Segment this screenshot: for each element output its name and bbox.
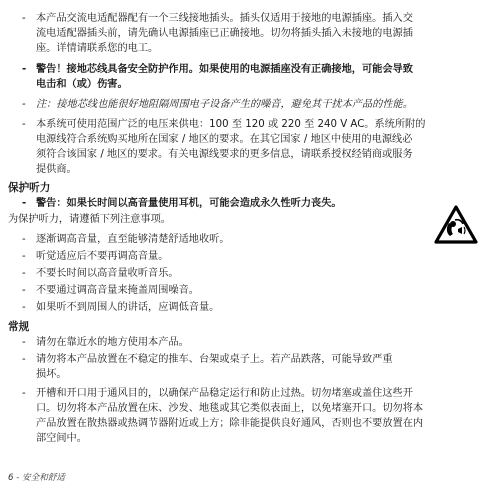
bullet: -: [22, 234, 26, 245]
text-line: 听觉适应后不要再调高音量。: [36, 251, 169, 262]
list-item: [22, 283, 484, 298]
text-line: 警告：如果长时间以高音量使用耳机，可能会造成永久性听力丧失。: [36, 198, 342, 209]
page-footer: 6 - 安全和舒适: [8, 473, 66, 483]
section-heading-general: 常规: [8, 321, 30, 333]
list-item: [22, 335, 484, 350]
text-line: 须符合该国家 / 地区的要求。有关电源线要求的更多信息，请联系授权经销商或服务: [36, 149, 413, 160]
section-heading-hearing: 保护听力: [8, 182, 51, 194]
bullet: -: [22, 198, 27, 209]
text-line: 产品放置在散热器或热调节器附近或上方；除非能提供良好通风，否则也不要放置在内: [36, 418, 424, 429]
text-line: 开槽和开口用于通风目的，以确保产品稳定运行和防止过热。切勿堵塞或盖住这些开: [36, 388, 413, 399]
text-line: 请勿将本产品放置在不稳定的推车、台架或桌子上。若产品跌落，可能导致严重: [36, 354, 393, 365]
hearing-warning: [22, 196, 484, 211]
bullet: -: [22, 388, 26, 399]
text-line: 电源线符合系统购买地所在国家 / 地区的要求。在其它国家 / 地区中使用的电源线必: [36, 134, 413, 145]
text-line: 逐渐调高音量，直至能够清楚舒适地收听。: [36, 234, 230, 245]
list-item: [22, 266, 484, 281]
bullet: -: [22, 302, 26, 313]
bullet: -: [22, 99, 26, 110]
bullet: -: [22, 251, 26, 262]
ground-warning: [22, 62, 484, 92]
text-line: 部空间中。: [36, 433, 87, 444]
text-line: 口。切勿将本产品放置在床、沙发、地毯或其它类似表面上，以免堵塞开口。切勿将本: [36, 403, 424, 414]
text-line: 请勿在靠近水的地方使用本产品。: [36, 337, 189, 348]
list-item: [22, 11, 484, 56]
list-item: [22, 300, 484, 315]
bullet: -: [22, 337, 26, 348]
text-line: 注：接地芯线也能很好地阻隔周围电子设备产生的噪音，避免其干扰本产品的性能。: [36, 99, 413, 110]
text-line: 警告！接地芯线具备安全防护作用。如果使用的电源插座没有正确接地，可能会导致: [36, 64, 413, 75]
bullet: -: [22, 268, 26, 279]
list-item: [22, 117, 484, 177]
text-line: 损坏。: [36, 369, 67, 380]
list-item: [22, 249, 484, 264]
text-line: 本系统可使用范围广泛的电压来供电：100 至 120 或 220 至 240 V AC。系统所附的: [36, 119, 426, 130]
bullet: -: [22, 285, 26, 296]
text-line: 不要通过调高音量来掩盖周围噪音。: [36, 285, 199, 296]
bullet: -: [22, 354, 26, 365]
note: [22, 97, 484, 112]
bullet: -: [22, 64, 27, 75]
list-item: [22, 232, 484, 247]
hearing-intro: 为保护听力，请遵循下列注意事项。: [8, 214, 171, 225]
list-item: [22, 352, 484, 382]
text-line: 提供商。: [36, 164, 77, 175]
text-line: 不要长时间以高音量收听音乐。: [36, 268, 179, 279]
list-item: [22, 386, 484, 446]
text-line: 座。详情请联系您的电工。: [36, 43, 159, 54]
text-line: 如果听不到周围人的讲话，应调低音量。: [36, 302, 220, 313]
text-line: 流电适配器插头前，请先确认电源插座已正确接地。切勿将插头插入未接地的电源插: [36, 28, 413, 39]
text-line: 电击和（或）伤害。: [36, 79, 128, 90]
bullet: -: [22, 13, 26, 24]
bullet: -: [22, 119, 26, 130]
text-line: 本产品交流电适配器配有一个三线接地插头。插头仅适用于接地的电源插座。插入交: [36, 13, 413, 24]
